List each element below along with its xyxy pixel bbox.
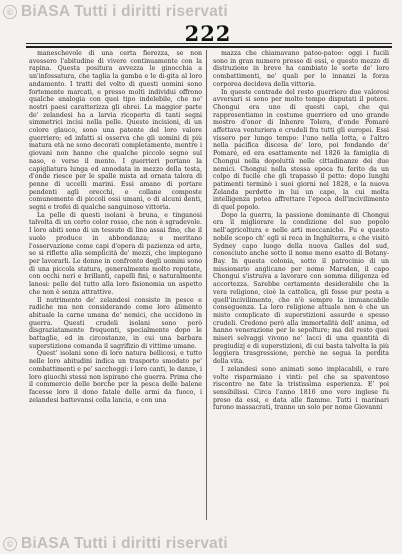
left-paragraph-2: La pelle di questi isolani è bruna, e tinganosi talvolta di un certo color rosso, che non è sgradevole. I loro abiti sono di un tessuto di lino assai fino, che il suolo produce in abbondanza; e meritano l'osservazione come capi d'opera di pazienza ed arte, se si riflette alla semplicità de' mezzi, che impiegano per lavorarli. Le donne in confronto degli uomini sono di una piccola statura, generalmente molto reputate, con occhi neri e brillanti, capelli finì, e naturalmente lanosi: pelle del tutto alla loro fisionomia un aspetto che non è senza attrattive. — [29, 211, 202, 296]
right-paragraph-1: mazza che chiamavano patoo-patoo: oggi i fucili sono in gran numero presso di essi, e questo mezzo di distruzione in breve ha cambiato le sorte de' loro combattimenti, ne' quali per lo innanzi la forza corporea decideva della vittoria. — [213, 50, 389, 88]
right-paragraph-4: I zelandesi sono animati sono implacabili, e rare volte risparmiano i vinti: pel che sa spaventoso riscontro ne fate la tristissima esperienza. E' poi sensibilissi. Circa l'anno 1816 uno vero inglese fu preso da essi, e data alle fiamme. Tutti i marinari furono massacrati, tranne un solo per nome Giovanni — [213, 365, 389, 412]
right-paragraph-3: Dopo la guerra, la passione dominante di Chongui era il migliorare la condizione del suo popolo nell'agricoltura e nelle arti meccaniche. Fu e questo nobile scopo ch' egli si reca in Inghilterra, e che visitò Sydney capo luogo della nuova Galles del sud, conosciuto anche sotto il nome meno esatto di Botany-Bay. In questa colonia, sotto il patrocinio di un missionario anglicano per nome Marsden, il capo Chongui s'istruiva a lavorare con somma diligenza ed accortezza. Sarebbe certamente desiderabile che la vera religione, cioè la cattolica, gli fosse pur posta a quell'incivilimento, che n'è sempre la immancabile conseguenza. La loro religione attuale non è che un misto complicato di superstizioni assurde e spesso crudeli. Credono però alla immortalità dell' anima, ed hanno venerazione per le sepolture; ma del resto quei miseri selvaggi vivono ne' lacci di una quantità di pregiudizj e di superstizioni, di cui basta talvolta la più leggiera trasgressione, perchè ne segua la perdita della vita. — [213, 211, 389, 366]
column-divider — [206, 50, 207, 520]
right-paragraph-2: In queste contrade del resto guerriero due valorosi avversari si sono per molto tempo disputati il potere. Chongui era uno di questi capi, che qui rappresentiamo in costume guerriero ed uno grande mostro d'onor di Inhenre Tolera, d'onde Pomaré affettava venturiera e crudeli fra tutti gli europei. Essi vissero per lungo tempo: l'uno nella lotta, e l'altro nella pacifica discesa de' loro, poi fondando de' Pomaré, ed era esattamente nel 1826 la famiglia di Chongui nella dopoluttà nelle cittadinanze dei due nemici. Chongui nella stessa epoca fu ferito da un colpo di fucile che gli trapassò il petto: dopo lunghi patimenti terminò i suoi giorni nel 1828, e la nuova Zelanda perdette in lui un capo, la cui molta intelligenza potea affrettare l'epoca dell'incivilimento di quel popolo. — [213, 88, 389, 212]
watermark-bottom — [3, 535, 228, 553]
left-column — [29, 50, 202, 528]
page-number: 222 — [184, 21, 232, 46]
watermark-top-text: BiASA Tutti i diritti riservati — [21, 3, 228, 20]
left-paragraph-3: Il nutrimento de' zelandesi consiste in pesce e radiche ma non considerando come loro alimento abituale la carne umana de' nemici, che uccidono in guerra. Questi crudeli isolani sono però disgraziatamente frequenti, specialmente dopo le battaglie, ed in circostanze, in cui una barbara superstizione comanda il sagrifizio di vittime umane. — [29, 296, 202, 350]
left-paragraph-1: maneschevole di una certa fierezza, se non avessero l'abitudine di vivere continuamente con la rapina. Questa positura avvezza le ginocchia a un'infossatura, che taglia la gamba e le di-gita al loro andamento. I tratti del volto di questi uomini sono fortemente marcati, e presso molti individui offrono qualche analogia con quei tipo indelebile, che no' nostri paesi caratterizza gli ebrei. La maggior parte de' zelandesi ha a larvia ricoperta di tanti segni simmetrici incisi nella pelle. Queste incisioni, di un colore glauco, sono una patente del loro valore guerriero; ed infatti si osserva che gli uomini di più matura età ne sono decorati completamente, mentre i giovani non hanno che qualche piccolo segno sul naso, o verso il mento. I guerrieri portano la capigliatura lunga ed annodata in mezzo della testa, d'onde riesce per le spalle mista ad ornata talora di penne di uccelli marini. Essi amano di portare pendenti agli orecchi, e collane composte comunemente di piccoli ossi umani, o di alcuni denti, segni e trofei di qualche sanguinoso vittoria. — [29, 50, 202, 212]
watermark-bottom-text: BiASA Tutti i diritti riservati — [21, 535, 228, 552]
copyright-icon: © — [3, 537, 17, 551]
copyright-icon: © — [3, 5, 17, 19]
right-column — [213, 50, 389, 528]
watermark-top — [3, 3, 228, 21]
header-rule-thick — [26, 46, 392, 48]
header-rule-thin — [26, 43, 392, 44]
left-paragraph-4: Quest' isolani sono di loro natura bellicosi, e tutto nelle loro abitudini indica un trasporto smodato pe' combattimenti e pe' saccheggi: i loro canti, le danze, i loro giuochi stessi non ispirano che guerra. Prima che il commercio delle borche per la pesca delle balene facesse loro il dono fatale delle armi da fuoco, i zelandesi battevansi colla lancia, e con una — [29, 350, 202, 404]
